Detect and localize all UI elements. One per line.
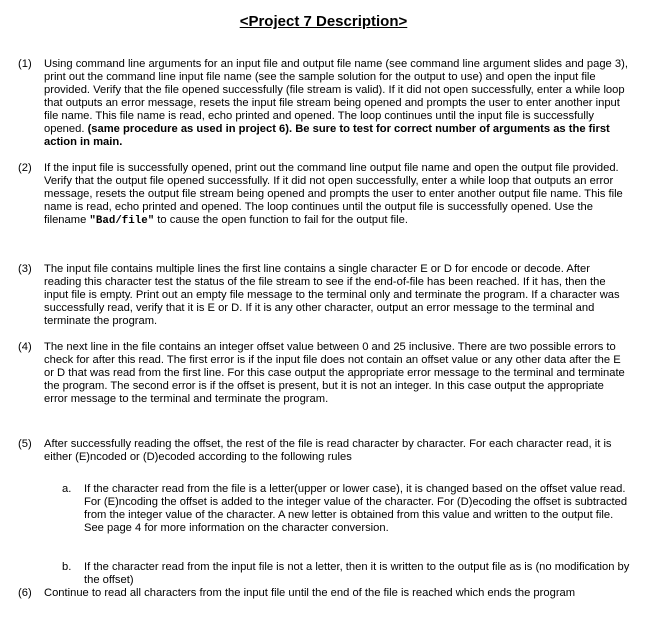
sub-item-text: If the character read from the file is a letter(upper or lower case), it is changed based on the offset value read. For (E)ncoding the offset is added to the integer value of the character. For (D)ecoding the offset is subtracted from the integer value of the character. A new letter is obtained from this value and written to the output file. See page 4 for more information on the character conversion. (84, 483, 628, 535)
sub-list-item-a (62, 483, 630, 535)
item-number: (1) (18, 58, 32, 70)
item-text: Continue to read all characters from the input file until the end of the file is reached which ends the program (44, 587, 576, 599)
list-item-3 (18, 263, 630, 328)
sub-item-letter: b. (62, 561, 72, 573)
item-text-part: to cause the open function to fail for the output file. (154, 214, 408, 227)
list-item-1 (18, 58, 630, 149)
item-number: (5) (18, 438, 32, 450)
item-text-part: Using command line arguments for an input file and output file name (see command line argument slides and page 3), print out the command line input file name (see the sample solution for the output to use) and open the input file provided. Verify that the file opened successfully (file stream is valid). If it did not open successfully, enter a while loop that outputs an error message, resets the input file stream being opened and prompts the user to enter another input file name. This file name is read, echo printed and opened. The loop continues until the input file is successfully opened. (44, 58, 628, 136)
item-number: (2) (18, 162, 32, 174)
sub-item-text: If the character read from the input file is not a letter, then it is written to the output file as is (no modification by the offset) (84, 561, 630, 587)
item-text-part: If the input file is successfully opened, print out the command line output file name and open the output file provided. Verify that the output file opened successfully. If it did not open successfully, enter a while loop that outputs an error message, resets the output file stream being opened and prompts the user to enter another output file name. This file name is read, echo printed and opened. The loop continues until the output file is successfully opened. Use the filename (44, 162, 623, 227)
list-item-2 (18, 162, 630, 228)
item-number: (3) (18, 263, 32, 275)
item-text: The next line in the file contains an integer offset value between 0 and 25 inclusive. There are two possible errors to check for after this read. The first error is if the input file does not contain an offset value or any other data after the E or D that was read from the first line. For this case output the appropriate error message to the terminal and terminate the program. The second error is if the offset is present, but it is not an integer. In this case output the appropriate error message to the terminal and terminate the program. (44, 341, 625, 406)
item-text (44, 162, 630, 228)
document-title: <Project 7 Description> (239, 13, 408, 30)
item-text: After successfully reading the offset, the rest of the file is read character by character. For each character read, it is either (E)ncoded or (D)ecoded according to the following rules (44, 438, 612, 464)
sub-list-item-b (62, 561, 630, 587)
item-text: The input file contains multiple lines the first line contains a single character E or D for encode or decode. After reading this character test the status of the file stream to see if the end-of-file has been reached. If it has, then the input file is empty. Print out an empty file message to the terminal only and terminate the program. If a character was successfully read, verify that it is E or D. If it is any other character, output an error message to the terminal and terminate the program. (44, 263, 620, 328)
item-number: (4) (18, 341, 32, 353)
list-item-4 (18, 341, 630, 406)
list-item-6 (18, 587, 630, 600)
sub-item-letter: a. (62, 483, 72, 495)
item-number: (6) (18, 587, 32, 599)
item-text (44, 58, 630, 149)
list-item-5 (18, 438, 630, 464)
item-text-code: "Bad/file" (89, 215, 155, 228)
item-text-bold: (same procedure as used in project 6). Be sure to test for correct number of arguments as the first action in main. (44, 123, 610, 149)
